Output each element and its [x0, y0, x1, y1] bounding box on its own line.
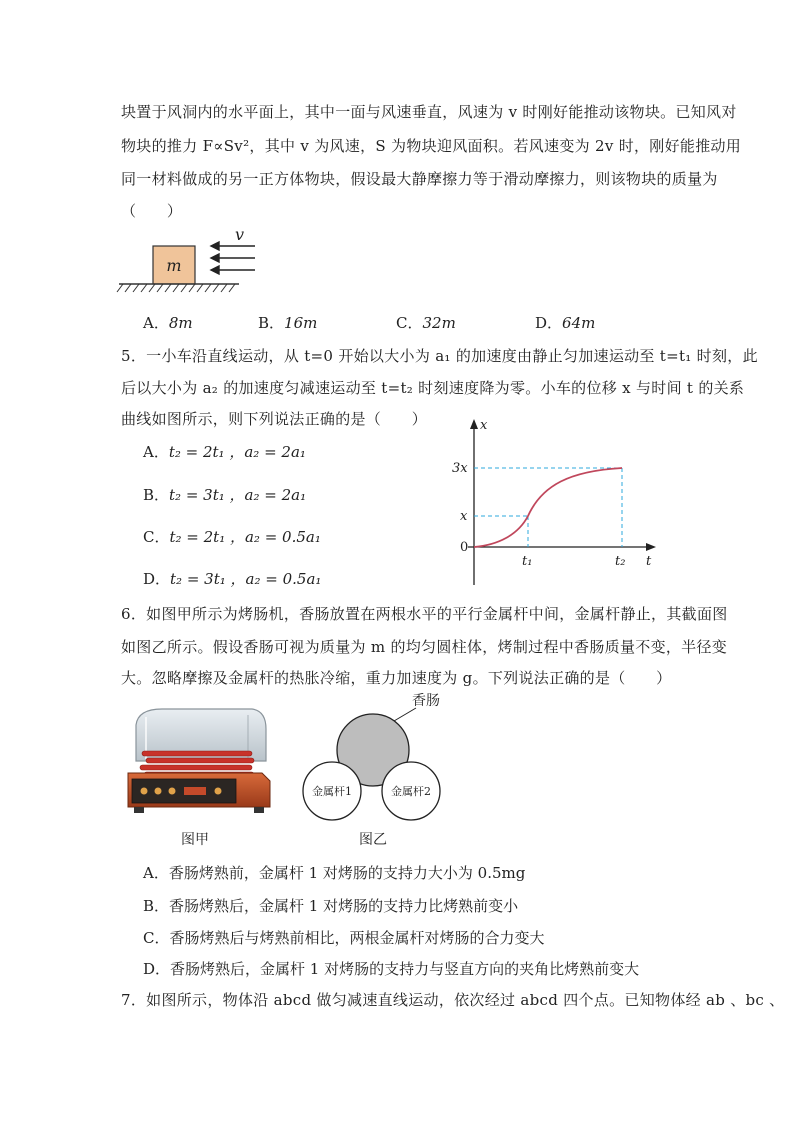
q4-line-3: 同一材料做成的另一正方体物块，假设最大静摩擦力等于滑动摩擦力，则该物块的质量为 — [121, 170, 718, 188]
sausage-grill-image — [122, 703, 272, 821]
q5-xt-graph — [440, 413, 670, 591]
y-tick-x: x — [460, 509, 468, 524]
origin-label: 0 — [460, 540, 469, 555]
y-axis-arrow — [470, 419, 478, 429]
q6-line-1: 6．如图甲所示为烤肠机，香肠放置在两根水平的平行金属杆中间，金属杆静止，其截面图 — [121, 605, 728, 623]
q5-option-a: A．t₂ = 2t₁ ，a₂ = 2a₁ — [143, 443, 306, 461]
xt-curve — [474, 468, 622, 547]
q4-line-1: 块置于风洞内的水平面上，其中一面与风速垂直，风速为 v 时刚好能推动该物块。已知风对 — [121, 103, 737, 121]
ground-hatch — [117, 284, 235, 292]
q4-option-b: B．16m — [258, 314, 318, 332]
block-label: m — [166, 256, 182, 275]
t-axis-arrow — [646, 543, 656, 551]
fig-1-caption: 图甲 — [181, 832, 209, 848]
t-tick-t2: t₂ — [615, 554, 626, 569]
q6-option-b: B．香肠烤熟后，金属杆 1 对烤肠的支持力比烤熟前变小 — [143, 897, 519, 915]
q4-option-d: D．64m — [535, 314, 596, 332]
t-tick-t1: t₁ — [522, 554, 533, 569]
y-tick-3x: 3x — [452, 461, 468, 476]
q6-option-d: D．香肠烤熟后，金属杆 1 对烤肠的支持力与竖直方向的夹角比烤熟前变大 — [143, 960, 640, 978]
guide-lines — [474, 468, 622, 547]
wind-arrows — [211, 242, 255, 274]
sausage-leader-line — [394, 708, 416, 721]
rod-1-label: 金属杆1 — [312, 785, 352, 798]
q5-line-1: 5．一小车沿直线运动，从 t=0 开始以大小为 a₁ 的加速度由静止匀加速运动至 t=t₁ 时刻，此 — [121, 347, 758, 365]
cross-section-diagram — [300, 693, 460, 825]
fig-2-caption: 图乙 — [359, 832, 387, 848]
q4-wind-block-figure — [115, 222, 265, 297]
q5-option-c: C．t₂ = 2t₁ ，a₂ = 0.5a₁ — [143, 528, 321, 546]
q4-line-4: （ ） — [121, 202, 183, 220]
q5-option-d: D．t₂ = 3t₁ ，a₂ = 0.5a₁ — [143, 570, 322, 588]
q6-option-c: C．香肠烤熟后与烤熟前相比，两根金属杆对烤肠的合力变大 — [143, 929, 545, 947]
q6-line-2: 如图乙所示。假设香肠可视为质量为 m 的均匀圆柱体，烤制过程中香肠质量不变，半径变 — [121, 638, 728, 656]
q4-option-a: A．8m — [143, 314, 193, 332]
q6-line-3: 大。忽略摩擦及金属杆的热胀冷缩，重力加速度为 g。下列说法正确的是（ ） — [121, 669, 672, 687]
q5-line-3: 曲线如图所示，则下列说法正确的是（ ） — [121, 410, 428, 428]
rod-2-label: 金属杆2 — [391, 785, 431, 798]
q5-option-b: B．t₂ = 3t₁ ，a₂ = 2a₁ — [143, 486, 307, 504]
q5-line-2: 后以大小为 a₂ 的加速度匀减速运动至 t=t₂ 时刻速度降为零。小车的位移 x 与时间 t 的关系 — [121, 379, 745, 397]
y-axis-label: x — [480, 418, 488, 433]
sausage-label: 香肠 — [412, 693, 440, 709]
q7-line-1: 7．如图所示，物体沿 abcd 做匀减速直线运动，依次经过 abcd 四个点。已知物体经 ab 、bc 、 — [121, 991, 785, 1009]
t-axis-label: t — [646, 554, 652, 569]
q4-line-2: 物块的推力 F∝Sv²，其中 v 为风速，S 为物块迎风面积。若风速变为 2v 时，刚好能推动用 — [121, 137, 742, 155]
q6-option-a: A．香肠烤熟前，金属杆 1 对烤肠的支持力大小为 0.5mg — [143, 864, 526, 882]
wind-speed-label: v — [235, 225, 245, 244]
q4-option-c: C．32m — [396, 314, 456, 332]
